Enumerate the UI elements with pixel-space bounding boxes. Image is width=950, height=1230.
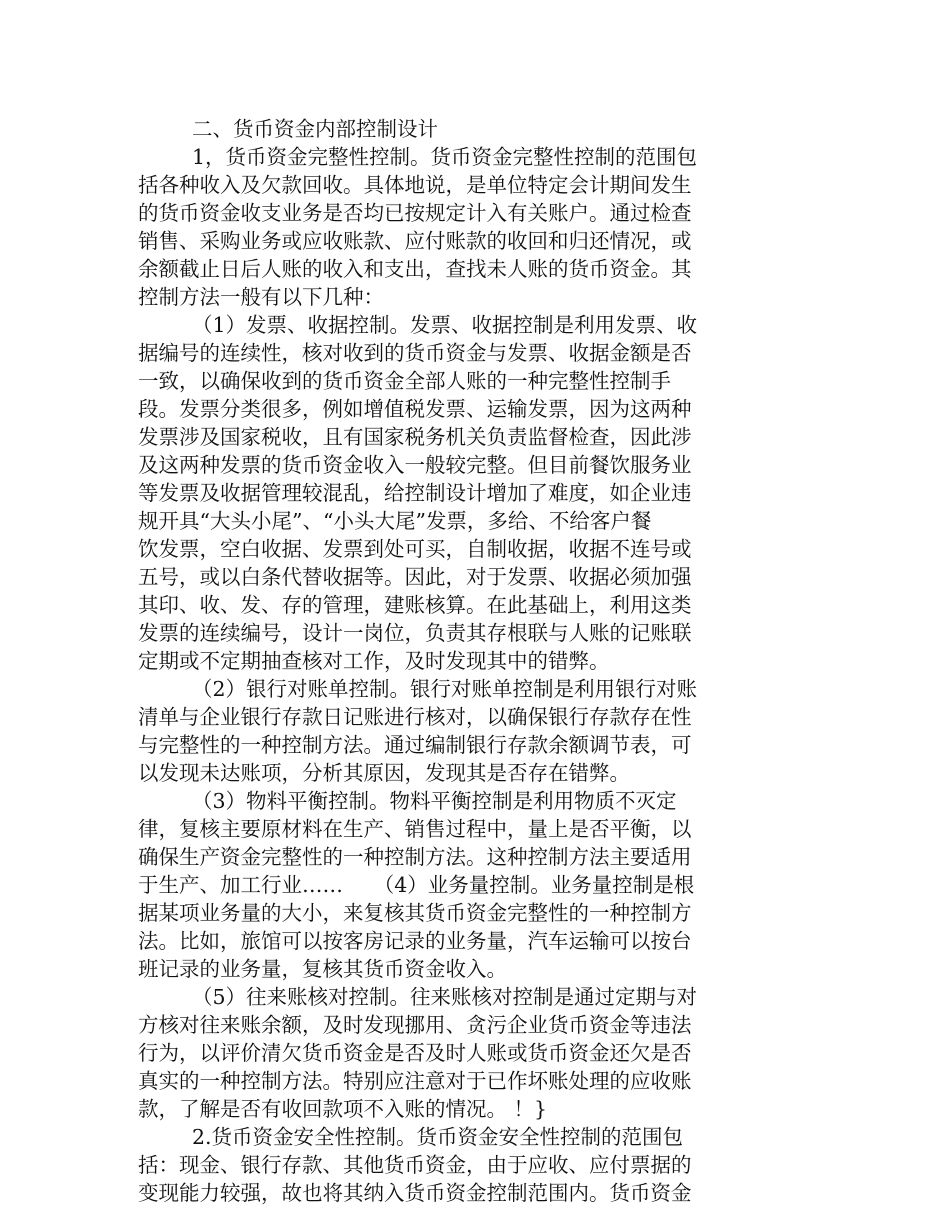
paragraph-line: 款，了解是否有收回款项不入账的情况。 ！} <box>138 1097 548 1121</box>
section-heading: 二、货币资金内部控制设计 <box>192 117 438 141</box>
paragraph-line: 法。比如，旅馆可以按客房记录的业务量，汽车运输可以按台 <box>138 929 692 953</box>
paragraph-line: 以发现未达账项，分析其原因，发现其是否存在错弊。 <box>138 761 630 785</box>
paragraph-line: 段。发票分类很多，例如增值税发票、运输发票，因为这两种 <box>138 397 692 421</box>
paragraph-line: 于生产、加工行业…… （4）业务量控制。业务量控制是根 <box>138 873 695 897</box>
paragraph-line: 据某项业务量的大小，来复核其货币资金完整性的一种控制方 <box>138 901 692 925</box>
paragraph-line: （3）物料平衡控制。物料平衡控制是利用物质不灭定 <box>192 789 677 813</box>
paragraph-line: 其印、收、发、存的管理，建账核算。在此基础上，利用这类 <box>138 593 692 617</box>
paragraph-line: 班记录的业务量，复核其货币资金收入。 <box>138 957 507 981</box>
paragraph-line: 括：现金、银行存款、其他货币资金，由于应收、应付票据的 <box>138 1153 692 1177</box>
paragraph-line: 真实的一种控制方法。特别应注意对于已作坏账处理的应收账 <box>138 1069 692 1093</box>
paragraph-line: 确保生产资金完整性的一种控制方法。这种控制方法主要适用 <box>138 845 692 869</box>
paragraph-line: 的货币资金收支业务是否均已按规定计入有关账户。通过检查 <box>138 201 692 225</box>
paragraph-line: 行为，以评价清欠货币资金是否及时人账或货币资金还欠是否 <box>138 1041 692 1065</box>
paragraph-line: 与完整性的一种控制方法。通过编制银行存款余额调节表，可 <box>138 733 692 757</box>
paragraph-line: 变现能力较强，故也将其纳入货币资金控制范围内。货币资金 <box>138 1181 692 1205</box>
paragraph-line: 一致，以确保收到的货币资金全部人账的一种完整性控制手 <box>138 369 671 393</box>
paragraph-line: 发票的连续编号，设计一岗位，负责其存根联与人账的记账联 <box>138 621 692 645</box>
paragraph-line: 定期或不定期抽查核对工作，及时发现其中的错弊。 <box>138 649 610 673</box>
paragraph-line: （1）发票、收据控制。发票、收据控制是利用发票、收 <box>192 313 698 337</box>
paragraph-line: 控制方法一般有以下几种： <box>138 285 384 309</box>
paragraph-line: 等发票及收据管理较混乱，给控制设计增加了难度，如企业违 <box>138 481 692 505</box>
paragraph-line: （5）往来账核对控制。往来账核对控制是通过定期与对 <box>192 985 698 1009</box>
paragraph-line: 1，货币资金完整性控制。货币资金完整性控制的范围包 <box>192 145 698 169</box>
paragraph-line: 销售、采购业务或应收账款、应付账款的收回和归还情况，或 <box>138 229 692 253</box>
paragraph-line: 及这两种发票的货币资金收入一般较完整。但目前餐饮服务业 <box>138 453 692 477</box>
paragraph-line: （2）银行对账单控制。银行对账单控制是利用银行对账 <box>192 677 698 701</box>
paragraph-line: 饮发票，空白收据、发票到处可买，自制收据，收据不连号或 <box>138 537 692 561</box>
paragraph-line: 清单与企业银行存款日记账进行核对，以确保银行存款存在性 <box>138 705 692 729</box>
paragraph-line: 括各种收入及欠款回收。具体地说，是单位特定会计期间发生 <box>138 173 692 197</box>
paragraph-line: 2.货币资金安全性控制。货币资金安全性控制的范围包 <box>192 1125 684 1149</box>
paragraph-line: 方核对往来账余额，及时发现挪用、贪污企业货币资金等违法 <box>138 1013 692 1037</box>
paragraph-line: 规开具“大头小尾”、“小头大尾”发票，多给、不给客户餐 <box>138 509 652 533</box>
paragraph-line: 律，复核主要原材料在生产、销售过程中，量上是否平衡，以 <box>138 817 692 841</box>
paragraph-line: 余额截止日后人账的收入和支出，查找未人账的货币资金。其 <box>138 257 692 281</box>
paragraph-line: 发票涉及国家税收，且有国家税务机关负责监督检查，因此涉 <box>138 425 692 449</box>
paragraph-line: 据编号的连续性，核对收到的货币资金与发票、收据金额是否 <box>138 341 692 365</box>
paragraph-line: 五号，或以白条代替收据等。因此，对于发票、收据必须加强 <box>138 565 692 589</box>
